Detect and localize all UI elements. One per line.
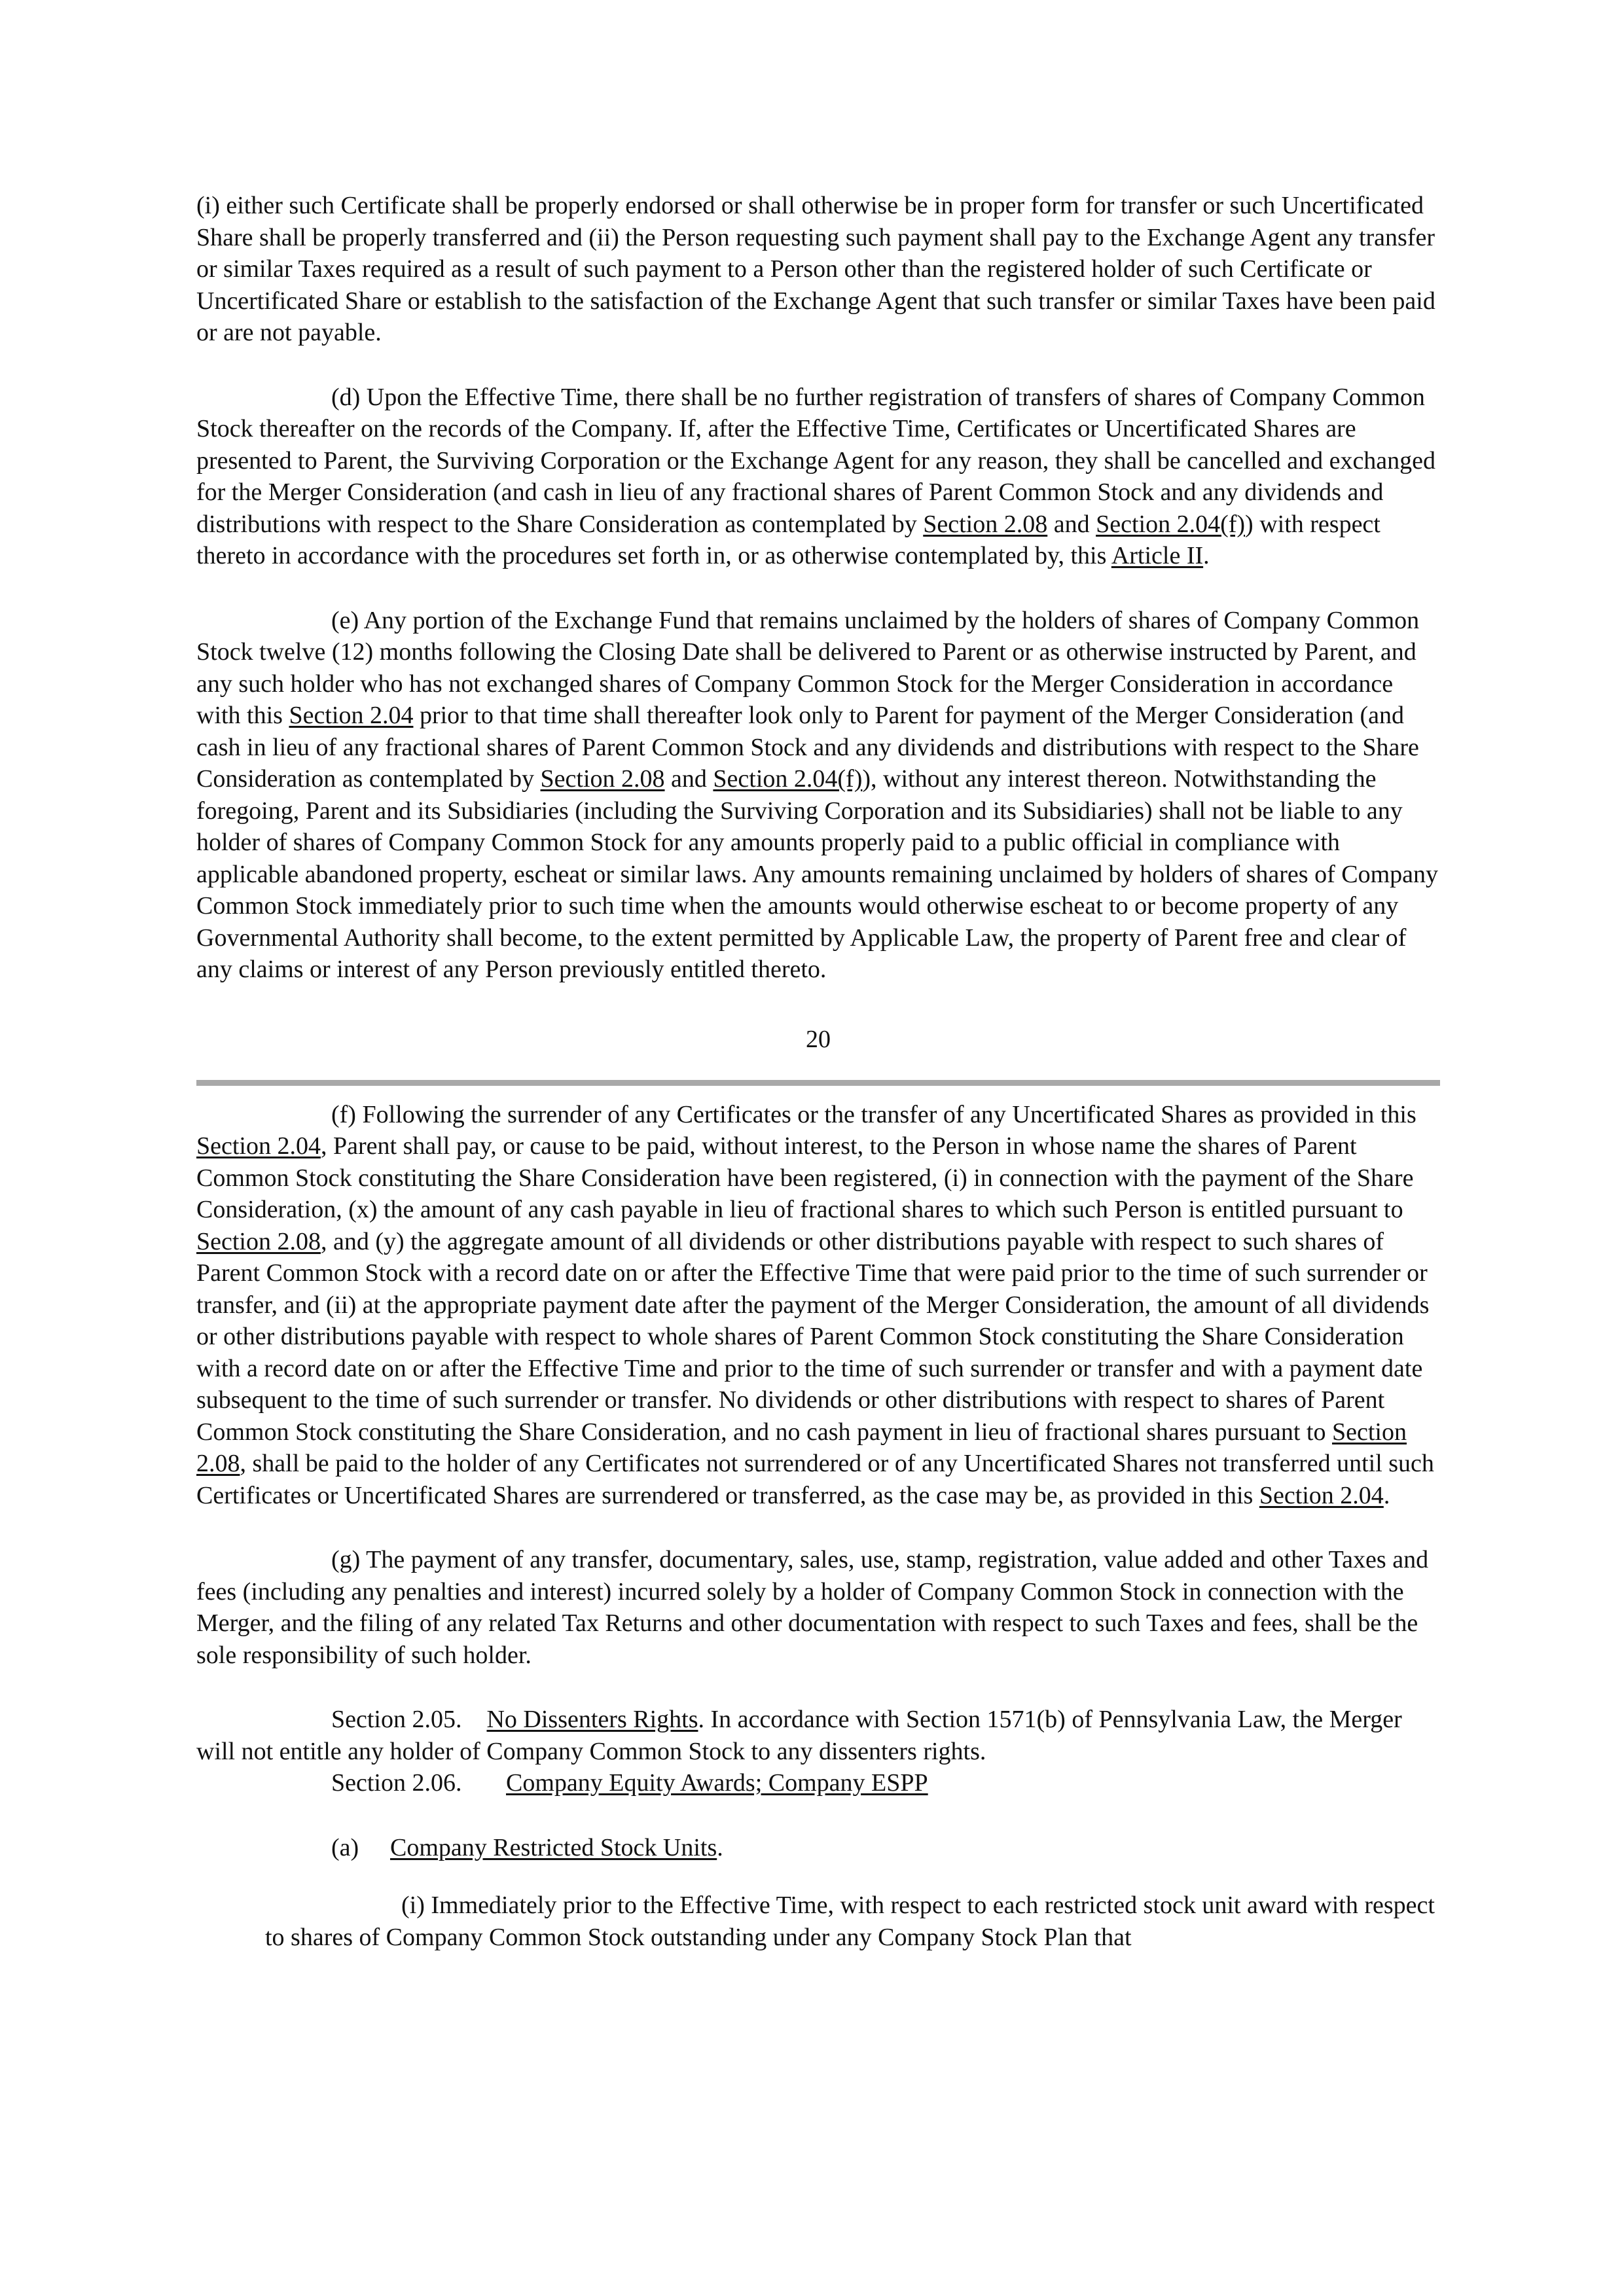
paragraph-f (196, 1099, 1440, 1512)
section-2-06-heading (196, 1767, 1440, 1799)
cross-reference-link[interactable]: Section 2.04(f) (1096, 510, 1246, 538)
document-page (196, 190, 1440, 1953)
cross-reference-link[interactable]: Section 2.08 (196, 1227, 321, 1255)
paragraph-g-text: (g) The payment of any transfer, documentary, sales, use, stamp, registration, value added and other Taxes and fees (including any penalties and interest) incurred solely by a holder of Company Common Stock in connection with the Merger, and the filing of any related Tax Returns and other documentation with respect to such Taxes and fees, shall be the sole responsibility of such holder. (196, 1546, 1429, 1669)
section-number: Section 2.06. (331, 1769, 462, 1797)
clause-i (196, 1890, 1440, 1953)
cross-reference-link[interactable]: Section 2.04(f) (713, 765, 863, 793)
paragraph-e-text-4: ), without any interest thereon. Notwithstanding the foregoing, Parent and its Subsidiaries (including the Surviving Corporation and its Subsidiaries) shall not be liable to any holder of shares of Company Common Stock for any amounts properly paid to a public official in compliance with applicable abandoned property, escheat or similar laws. Any amounts remaining unclaimed by holders of shares of Company Common Stock immediately prior to such time when the amounts would otherwise escheat to or become property of any Governmental Authority shall become, to the extent permitted by Applicable Law, the property of Parent free and clear of any claims or interest of any Person previously entitled thereto. (196, 765, 1439, 983)
section-2-05 (196, 1704, 1440, 1767)
clause-i-text: (i) Immediately prior to the Effective Time, with respect to each restricted stock unit award with respect to shares of Company Common Stock outstanding under any Company Stock Plan that (265, 1892, 1435, 1951)
cross-reference-link[interactable]: Article II (1111, 542, 1204, 569)
paragraph-f-text-4: , shall be paid to the holder of any Certificates not surrendered or of any Uncertificated Shares not transferred until such Certificates or Uncertificated Shares are surrendered or transferred, as the case may be, as provided in this (196, 1450, 1434, 1509)
cross-reference-link[interactable]: Section 2.04 (196, 1132, 321, 1160)
paragraph-f-text-1: (f) Following the surrender of any Certificates or the transfer of any Uncertificated Shares as provided in this (331, 1100, 1416, 1128)
section-2-05-text: . In accordance with Section 1571(b) of Pennsylvania Law, the Merger will not entitle any holder of Company Common Stock to any dissenters rights. (196, 1706, 1402, 1765)
cross-reference-link[interactable]: Section 2.08 (923, 510, 1048, 538)
paragraph-e-text-1: (e) Any portion of the Exchange Fund that remains unclaimed by the holders of shares of Company Common Stock twelve (12) months following the Closing Date shall be delivered to Parent or as otherwise instructed by Parent, and any such holder who has not exchanged shares of Company Common Stock for the Merger Consideration in accordance with this (196, 606, 1420, 729)
page-number: 20 (806, 1025, 831, 1053)
paragraph-d-text-1: (d) Upon the Effective Time, there shall be no further registration of transfers of shares of Company Common Stock thereafter on the records of the Company. If, after the Effective Time, Certificates or Uncertificated Shares are presented to Parent, the Surviving Corporation or the Exchange Agent for any reason, they shall be cancelled and exchanged for the Merger Consideration (and cash in lieu of any fractional shares of Parent Common Stock and any dividends and distributions with respect to the Share Consideration as contemplated by (196, 383, 1436, 538)
section-spacer (461, 1706, 486, 1733)
paragraph-f-text-5: . (1383, 1481, 1390, 1509)
paragraph-d-text-4: . (1203, 542, 1210, 569)
cross-reference-link[interactable]: Section 2.08 (540, 765, 665, 793)
paragraph-g (196, 1544, 1440, 1671)
cross-reference-link[interactable]: Section 2.04 (289, 702, 414, 729)
section-title: Company Equity Awards; Company ESPP (506, 1769, 928, 1797)
paragraph-e-text-3: and (664, 765, 713, 793)
paragraph-e (196, 605, 1440, 986)
cross-reference-link[interactable]: Section 2.08 (196, 1418, 1407, 1477)
paragraph-e-text-2: prior to that time shall thereafter look only to Parent for payment of the Merger Consideration (and cash in lieu of any fractional shares of Parent Common Stock and any dividends and distributions with respect to the Share Consideration as contemplated by (196, 702, 1419, 793)
subsection-title: Company Restricted Stock Units (390, 1833, 717, 1861)
cross-reference-link[interactable]: Section 2.04 (1259, 1481, 1384, 1509)
page-divider (196, 1080, 1440, 1086)
section-title: No Dissenters Rights (486, 1706, 698, 1733)
section-number: Section 2.05. (331, 1706, 462, 1733)
paragraph-d-text-3: ) with respect thereto in accordance with the procedures set forth in, or as otherwise contemplated by, this (196, 510, 1380, 569)
paragraph-f-text-2: , Parent shall pay, or cause to be paid, without interest, to the Person in whose name the shares of Parent Common Stock constituting the Share Consideration have been registered, (i) in connection with the payment of the Share Consideration, (x) the amount of any cash payable in lieu of fractional shares to which such Person is entitled pursuant to (196, 1132, 1414, 1223)
paragraph-d (196, 382, 1440, 572)
continuation-paragraph (196, 190, 1440, 349)
subsection-title-period: . (717, 1833, 723, 1861)
continuation-text: (i) either such Certificate shall be properly endorsed or shall otherwise be in proper form for transfer or such Uncertificated Share shall be properly transferred and (ii) the Person requesting such payment shall pay to the Exchange Agent any transfer or similar Taxes required as a result of such payment to a Person other than the registered holder of such Certificate or Uncertificated Share or establish to the satisfaction of the Exchange Agent that such transfer or similar Taxes have been paid or are not payable. (196, 192, 1435, 346)
subsection-a-heading (196, 1832, 1440, 1864)
paragraph-f-text-3: , and (y) the aggregate amount of all dividends or other distributions payable with respect to such shares of Parent Common Stock with a record date on or after the Effective Time that were paid prior to the time of such surrender or transfer, and (ii) at the appropriate payment date after the payment of the Merger Consideration, the amount of all dividends or other distributions payable with respect to whole shares of Parent Common Stock constituting the Share Consideration with a record date on or after the Effective Time and prior to the time of such surrender or transfer and with a payment date subsequent to the time of such surrender or transfer. No dividends or other distributions with respect to shares of Parent Common Stock constituting the Share Consideration, and no cash payment in lieu of fractional shares pursuant to (196, 1227, 1430, 1446)
subsection-number: (a) (331, 1833, 359, 1861)
paragraph-d-text-2: and (1047, 510, 1096, 538)
